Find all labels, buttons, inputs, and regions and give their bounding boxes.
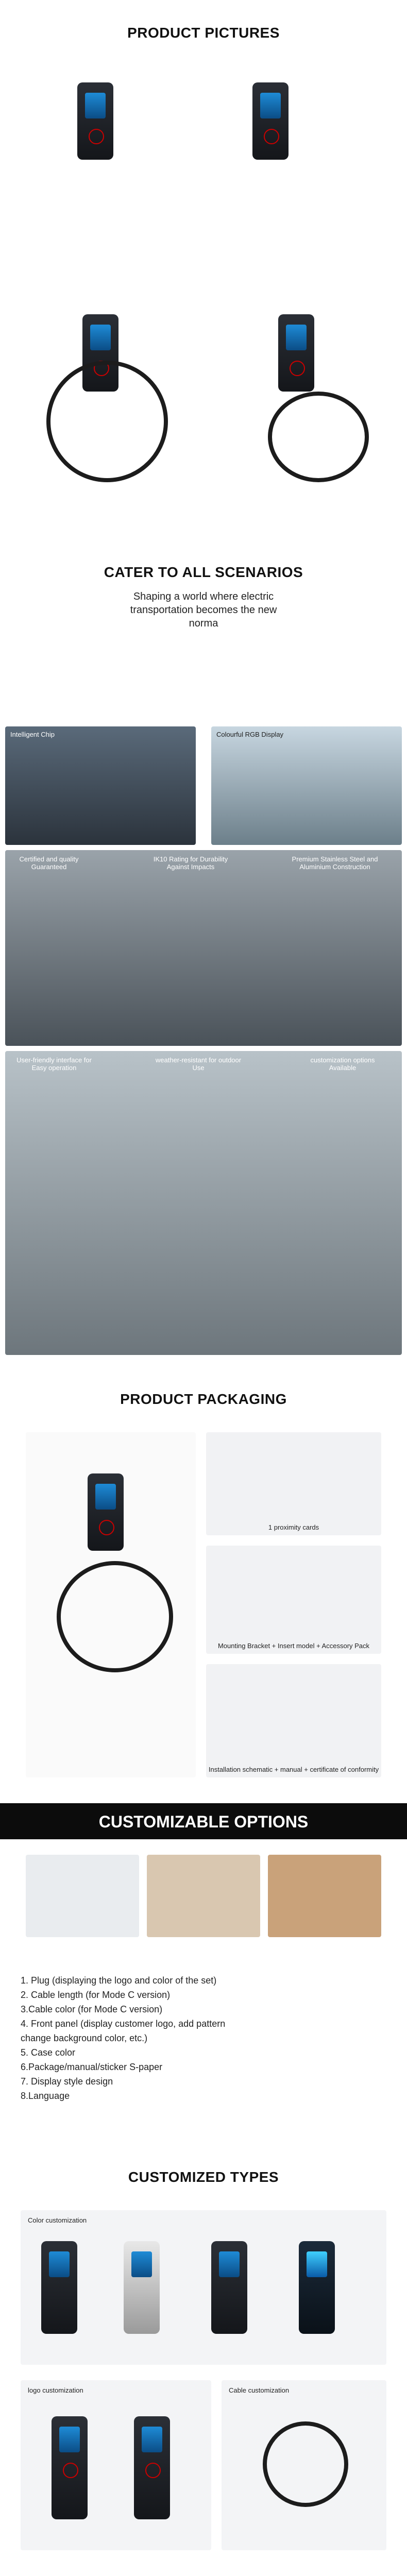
section-title-packaging: PRODUCT PACKAGING	[120, 1391, 287, 1407]
scenarios-subtitle: Shaping a world where electric transportation becomes the new norma	[130, 591, 277, 629]
section-title-scenarios: CATER TO ALL SCENARIOS	[104, 564, 303, 580]
scenario-photo-1: Intelligent Chip	[5, 726, 196, 845]
packaging-cards: 1 proximity cards	[206, 1432, 381, 1535]
charger-image-1	[77, 82, 113, 160]
customizable-band: CUSTOMIZABLE OPTIONS	[0, 1803, 407, 1839]
section-title-types: CUSTOMIZED TYPES	[128, 2169, 279, 2185]
scenario-photo-2: Colourful RGB Display	[211, 726, 402, 845]
scenario-photo-3: Certified and quality Guaranteed IK10 Rating for Durability Against Impacts Premium Stainless Steel and Aluminium Construction	[5, 850, 402, 1046]
cable-customization-panel: Cable customization	[222, 2380, 386, 2550]
cable-image-2	[268, 392, 369, 482]
section-title-product-pictures: PRODUCT PICTURES	[127, 25, 280, 41]
charger-image-4	[278, 314, 314, 392]
packaging-main-image	[26, 1432, 196, 1777]
options-list: 1. Plug (displaying the logo and color of the set) 2. Cable length (for Mode C version) 3.Cable color (for Mode C version) 4. Front panel (display customer logo, add pattern change background color, etc.) 5. Case color 6.Package/manual/sticker S-paper 7. Display style design 8.Language	[21, 1975, 226, 2101]
packaging-bracket: Mounting Bracket + Insert model + Accessory Pack	[206, 1546, 381, 1654]
option-image-2	[147, 1855, 260, 1937]
charger-image-2	[252, 82, 289, 160]
color-customization-panel: Color customization	[21, 2210, 386, 2365]
cable-image-1	[46, 361, 168, 482]
option-image-3	[268, 1855, 381, 1937]
packaging-manual: Installation schematic + manual + certificate of conformity	[206, 1664, 381, 1777]
logo-customization-panel: logo customization	[21, 2380, 211, 2550]
scenario-photo-4: User-friendly interface for Easy operation weather-resistant for outdoor Use customization options Available	[5, 1051, 402, 1355]
option-image-1	[26, 1855, 139, 1937]
